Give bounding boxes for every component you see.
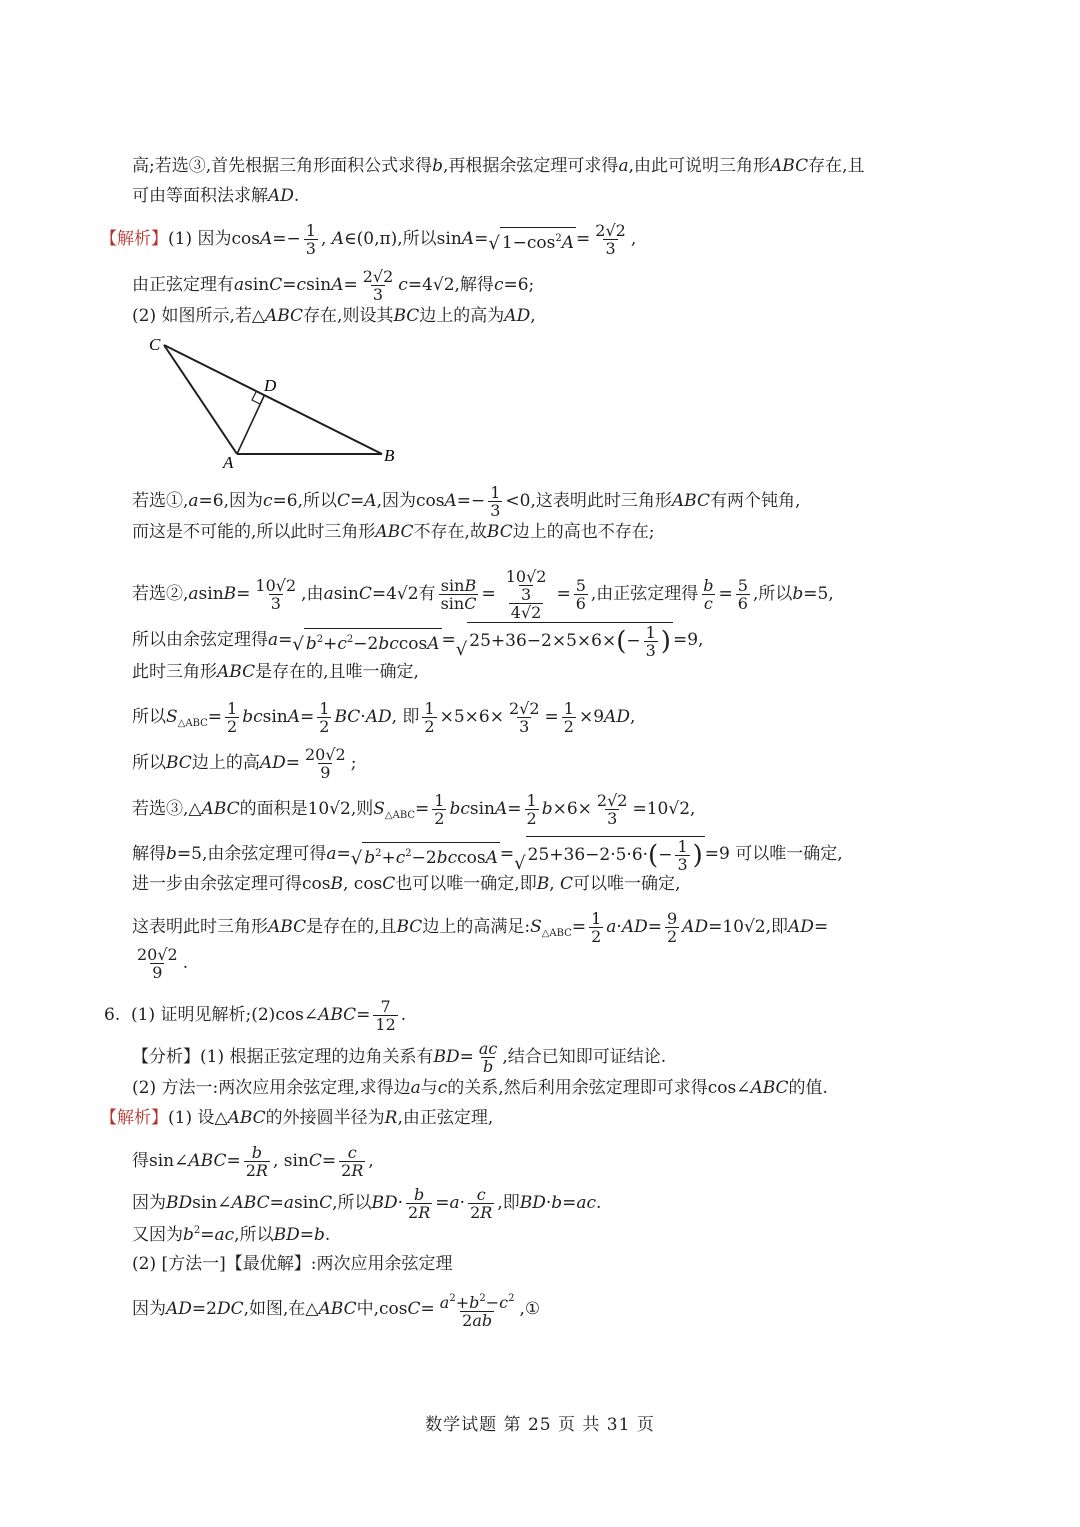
side-ca [164,345,237,454]
section-tag: 【分析】 [132,1047,200,1067]
text-line: 【分析】(1) 根据正弦定理的边角关系有BD= $\frac{ac}{b}$ ,结合已知即可证结论. [132,1039,667,1076]
vertex-label-a: A [223,453,234,470]
text-line: 若选①,a=6,因为c=6,所以C=A,因为cosA=− $\frac{1}{3}$ <0,这表明此时三角形ABC有两个钝角, [132,483,801,520]
point-label-d: D [264,376,277,395]
text-line: 得sin∠ABC= $\frac{b}{2R}$ , sinC= $\frac{c}{2R}$ , [132,1143,374,1180]
text-line: 所以$S_{\triangle ABC}=$ $\frac{1}{2}$ bcsinA= $\frac{1}{2}$ BC·AD, 即 $\frac{1}{2}$ ×5×6× $\frac{2√2}{3}$ = $\frac{1}{2}$ ×9AD, [132,699,636,736]
triangle-diagram [140,330,410,470]
text-line: (2) 如图所示,若△ABC存在,则设其BC边上的高为AD, [132,306,536,326]
text-line: 又因为$b^2=ac$,所以BD=b. [132,1225,331,1245]
text-line: 因为BDsin∠ABC=asinC,所以BD· $\frac{b}{2R}$ =a· $\frac{c}{2R}$ ,即BD·b=ac. [132,1185,602,1222]
text-line: 这表明此时三角形ABC是存在的,且BC边上的高满足$:S_{\triangle ABC}=$ $\frac{1}{2}$ a·AD= $\frac{9}{2}$ AD=10√2,即AD= [132,909,829,946]
text-line: 高;若选③,首先根据三角形面积公式求得b,再根据余弦定理可求得a,由此可说明三角形ABC存在,且 [132,156,865,176]
text-line: 所以BC边上的高AD= $\frac{20√2}{9}$ ; [132,745,357,782]
side-cb [164,345,382,454]
right-angle-mark [252,392,260,404]
vertex-label-b: B [384,446,395,465]
text-line: $\frac{20√2}{9}$ . [137,945,189,982]
question-answer: 6. (1) 证明见解析;(2)cos∠ABC= $\frac{7}{12}$ . [104,997,407,1034]
text-line: 由正弦定理有asinC=csinA= $\frac{2√2}{3}$ c=4√2,解得c=6; [132,267,535,304]
text-line: 此时三角形ABC是存在的,且唯一确定, [132,662,419,682]
section-tag: 【解析】 [100,229,168,249]
altitude-ad [237,396,264,454]
text-line: 因为AD=2DC,如图,在△ABC中,cosC= $\frac{a^2+b^2-c^2}{2ab}$ ,① [132,1293,541,1330]
text-line: 【解析】(1) 因为cosA=− $\frac{1}{3}$ , A∈(0,π),所以sinA= √ $1-\cos^2A$ = $\frac{2√2}{3}$ , [100,221,637,258]
text-line: 若选②,asinB= $\frac{10√2}{3}$ ,由asinC=4√2有 $\frac{\sin B}{\sin C}$ = $\frac{\frac{10√2}{3}}{4√2}$ = $\frac{5}{6}$ ,由正弦定理得 $\frac{b}{c}$ = $\frac{5}{6}$ ,所以b=5, [132,567,834,622]
text-line: (2) [方法一]【最优解】:两次应用余弦定理 [132,1254,453,1274]
text-line: 【解析】(1) 设△ABC的外接圆半径为R,由正弦定理, [100,1108,494,1128]
section-tag: 【解析】 [100,1108,168,1128]
text-line: 而这是不可能的,所以此时三角形ABC不存在,故BC边上的高也不存在; [132,522,655,542]
vertex-label-c: C [149,335,161,354]
text-line: 若选③,△ABC的面积是10√2,则$S_{\triangle ABC}=$ $\frac{1}{2}$ bcsinA= $\frac{1}{2}$ b×6× $\frac{2√2}{3}$ =10√2, [132,791,696,828]
text-line: 可由等面积法求解AD. [132,186,300,206]
text-line: 解得b=5,由余弦定理可得a= √ $b^2+c^2-2bccosA$ = √ 25+36−2·5·6·(− $\frac{1}{3}$ ) =9 可以唯一确定, [132,837,843,874]
text-line: (2) 方法一:两次应用余弦定理,求得边a与c的关系,然后利用余弦定理即可求得cos∠ABC的值. [132,1078,828,1098]
page-footer: 数学试题 第 25 页 共 31 页 [425,1415,655,1435]
text-line: 进一步由余弦定理可得cosB, cosC也可以唯一确定,即B, C可以唯一确定, [132,874,681,894]
text-line: 所以由余弦定理得a= √ $b^2+c^2-2bccosA$ = √ 25+36−2×5×6×(− $\frac{1}{3}$ ) =9, [132,623,704,660]
